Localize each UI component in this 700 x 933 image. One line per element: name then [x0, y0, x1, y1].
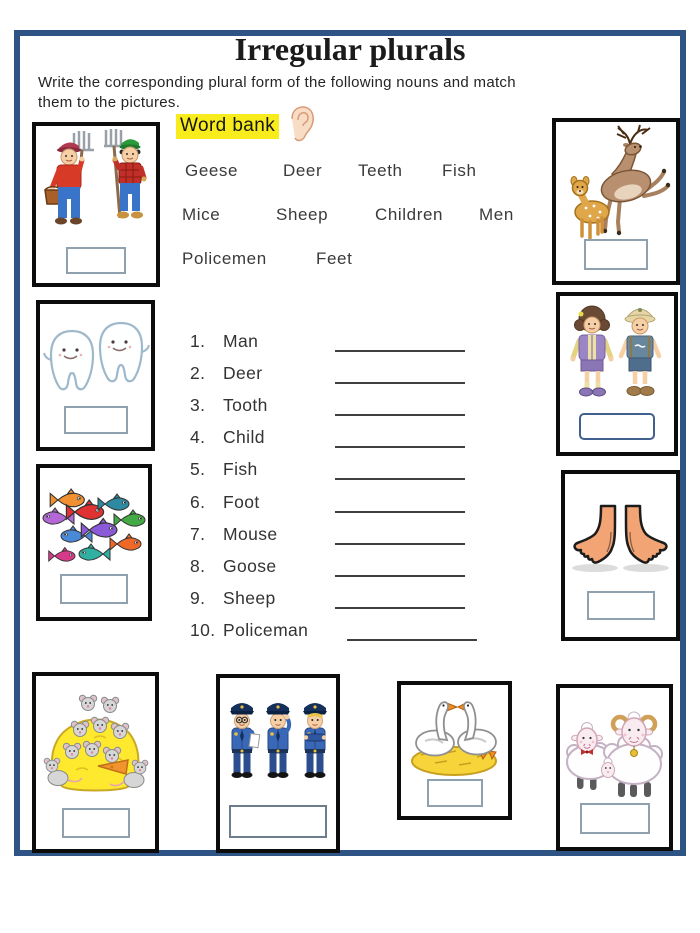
word-bank-word: Geese	[185, 161, 239, 180]
question-row	[190, 456, 465, 480]
answer-input-feet[interactable]	[587, 591, 655, 620]
question-word: Tooth	[223, 395, 268, 415]
answer-input-men[interactable]	[66, 247, 126, 274]
picture-box-men	[32, 122, 160, 287]
question-row	[190, 521, 465, 545]
question-word: Fish	[223, 459, 258, 479]
picture-box-teeth	[36, 300, 155, 451]
word-bank-word: Mice	[182, 205, 221, 224]
children-icon	[560, 298, 674, 413]
word-bank-word: Sheep	[276, 205, 329, 224]
answer-input-fish[interactable]	[60, 574, 128, 604]
question-row	[190, 392, 465, 416]
answer-input-policemen[interactable]	[229, 805, 327, 838]
question-number: 8.	[190, 556, 206, 576]
question-row	[190, 360, 465, 384]
word-bank-word: Policemen	[182, 249, 267, 268]
question-word: Goose	[223, 556, 277, 576]
page-title: Irregular plurals	[234, 31, 466, 67]
question-number: 4.	[190, 427, 206, 447]
question-number: 7.	[190, 524, 206, 544]
picture-box-geese	[397, 681, 512, 820]
question-number: 2.	[190, 363, 206, 383]
answer-blank-line[interactable]	[335, 523, 465, 545]
ear-icon	[288, 105, 316, 148]
question-row	[190, 553, 465, 577]
answer-input-geese[interactable]	[427, 779, 483, 807]
farmers-icon	[36, 128, 156, 243]
mice-icon	[36, 678, 155, 808]
answer-blank-line[interactable]	[335, 426, 465, 448]
answer-blank-line[interactable]	[335, 587, 465, 609]
answer-input-teeth[interactable]	[64, 406, 128, 434]
instructions	[38, 73, 598, 114]
instructions-line1: Write the corresponding plural form of the following nouns and match	[38, 74, 516, 91]
answer-blank-line[interactable]	[335, 362, 465, 384]
deer-icon	[556, 124, 676, 242]
answer-input-children[interactable]	[579, 413, 655, 440]
question-word: Policeman	[223, 620, 309, 640]
instructions-line2: them to the pictures.	[38, 94, 181, 112]
answer-blank-line[interactable]	[335, 330, 465, 352]
fish-icon	[40, 470, 148, 582]
picture-box-fish	[36, 464, 152, 621]
question-word: Deer	[223, 363, 263, 383]
word-bank-word: Men	[479, 205, 514, 224]
policemen-icon	[220, 680, 336, 808]
word-bank-word: Fish	[442, 161, 477, 180]
question-word: Foot	[223, 492, 260, 512]
question-word: Man	[223, 331, 259, 351]
question-number: 6.	[190, 492, 206, 512]
picture-box-feet	[561, 470, 680, 641]
question-row	[190, 328, 465, 352]
question-row	[190, 585, 465, 609]
question-number: 1.	[190, 331, 206, 351]
question-word: Sheep	[223, 588, 276, 608]
answer-input-mice[interactable]	[62, 808, 130, 838]
sheep-icon	[560, 690, 669, 808]
picture-box-sheep	[556, 684, 673, 851]
word-bank-word: Feet	[316, 249, 353, 268]
word-bank-word: Children	[375, 205, 444, 224]
answer-blank-line[interactable]	[335, 555, 465, 577]
word-bank-word: Teeth	[358, 161, 403, 180]
picture-box-policemen	[216, 674, 340, 853]
answer-input-sheep[interactable]	[580, 803, 650, 834]
question-number: 9.	[190, 588, 206, 608]
answer-blank-line[interactable]	[335, 394, 465, 416]
word-bank-label: Word bank	[176, 114, 279, 139]
picture-box-children	[556, 292, 678, 456]
teeth-icon	[40, 306, 151, 414]
geese-icon	[401, 687, 508, 782]
answer-blank-line[interactable]	[335, 458, 465, 480]
picture-box-deer	[552, 118, 680, 285]
picture-box-mice	[32, 672, 159, 853]
question-word: Mouse	[223, 524, 278, 544]
question-number: 10.	[190, 620, 216, 640]
answer-blank-line[interactable]	[335, 491, 465, 513]
answer-input-deer[interactable]	[584, 239, 648, 270]
answer-blank-line[interactable]	[347, 619, 477, 641]
question-number: 3.	[190, 395, 206, 415]
question-row	[190, 489, 465, 513]
question-number: 5.	[190, 459, 206, 479]
question-word: Child	[223, 427, 265, 447]
question-row	[190, 617, 477, 641]
word-bank-word: Deer	[283, 161, 323, 180]
feet-icon	[565, 476, 676, 594]
question-row	[190, 424, 465, 448]
